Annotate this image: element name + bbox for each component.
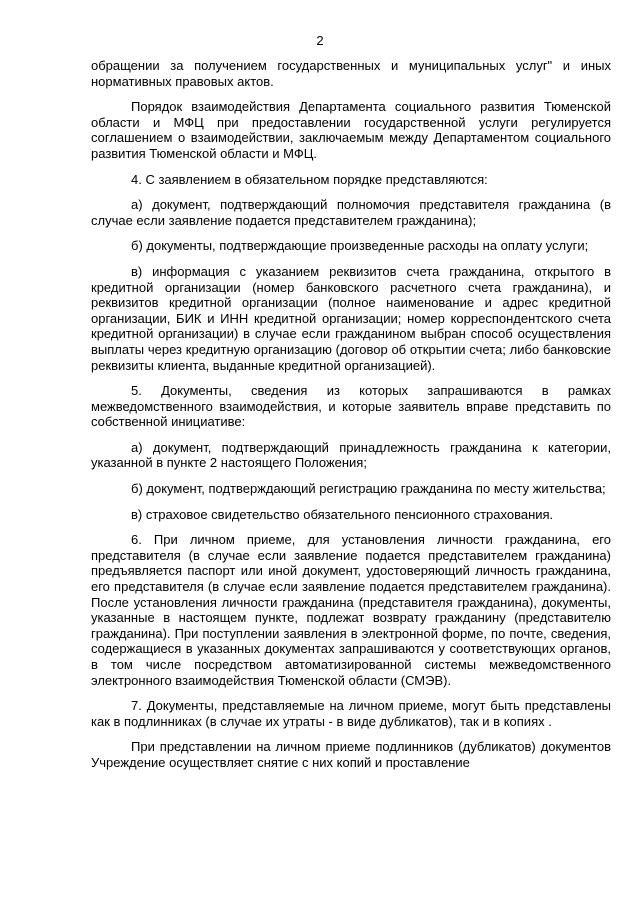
paragraph-item-4-heading: 4. С заявлением в обязательном порядке представляются:	[131, 171, 488, 187]
paragraph-item-5a: а) документ, подтверждающий принадлежность гражданина к категории, указанной в пункте 2 настоящего Положения;	[91, 439, 611, 471]
paragraph-item-5-heading: 5. Документы, сведения из которых запрашиваются в рамках межведомственного взаимодействия, и которые заявитель вправе представить по собственной инициативе:	[91, 383, 611, 430]
paragraph-interaction-order: Порядок взаимодействия Департамента социального развития Тюменской области и МФЦ при предоставлении государственной услуги регулируется соглашением о взаимодействии, заключаемым между Департаментом социального развития Тюменской области и МФЦ.	[91, 99, 611, 161]
paragraph-item-5v: в) страховое свидетельство обязательного пенсионного страхования.	[131, 506, 554, 522]
document-body	[91, 58, 611, 771]
paragraph-item-6: 6. При личном приеме, для установления личности гражданина, его представителя (в случае если заявление подается представителем гражданина) предъявляется паспорт или иной документ, удостоверяющий личность гражданина, его представителя (в случае если заявление подается представителем гражданина). После установления личности гражданина (представителя гражданина), документы, указанные в настоящем пункте, подлежат возврату гражданину (представителю гражданина). При поступлении заявления в электронной форме, по почте, сведения, содержащиеся в указанных документах запрашиваются у соответствующих органов, в том числе посредством автоматизированной системы межведомственного электронного взаимодействия Тюменской области (СМЭВ).	[91, 532, 611, 688]
paragraph-originals-copies: При представлении на личном приеме подлинников (дубликатов) документов Учреждение осуществляет снятие с них копий и проставление	[91, 739, 611, 770]
paragraph-item-4v: в) информация с указанием реквизитов счета гражданина, открытого в кредитной организации (номер банковского расчетного счета гражданина), и реквизитов кредитной организации (полное наименование и адрес кредитной организации, БИК и ИНН кредитной организации; номер корреспондентского счета кредитной организации) в случае если гражданином выбран способ осуществления выплаты через кредитную организацию (договор об открытии счета; либо банковские реквизиты клиента, выданные кредитной организацией).	[91, 263, 611, 373]
paragraph-item-4a: а) документ, подтверждающий полномочия представителя гражданина (в случае если заявление подается представителем гражданина);	[91, 197, 611, 228]
paragraph-continuation: обращении за получением государственных и муниципальных услуг" и иных нормативных правовых актов.	[91, 58, 611, 89]
paragraph-item-7: 7. Документы, представляемые на личном приеме, могут быть представлены как в подлинниках (в случае их утраты - в виде дубликатов), так и в копиях .	[91, 698, 611, 729]
paragraph-item-5b: б) документ, подтверждающий регистрацию гражданина по месту жительства;	[131, 481, 606, 497]
paragraph-item-4b: б) документы, подтверждающие произведенные расходы на оплату услуги;	[131, 238, 589, 254]
page-number: 2	[316, 33, 324, 48]
